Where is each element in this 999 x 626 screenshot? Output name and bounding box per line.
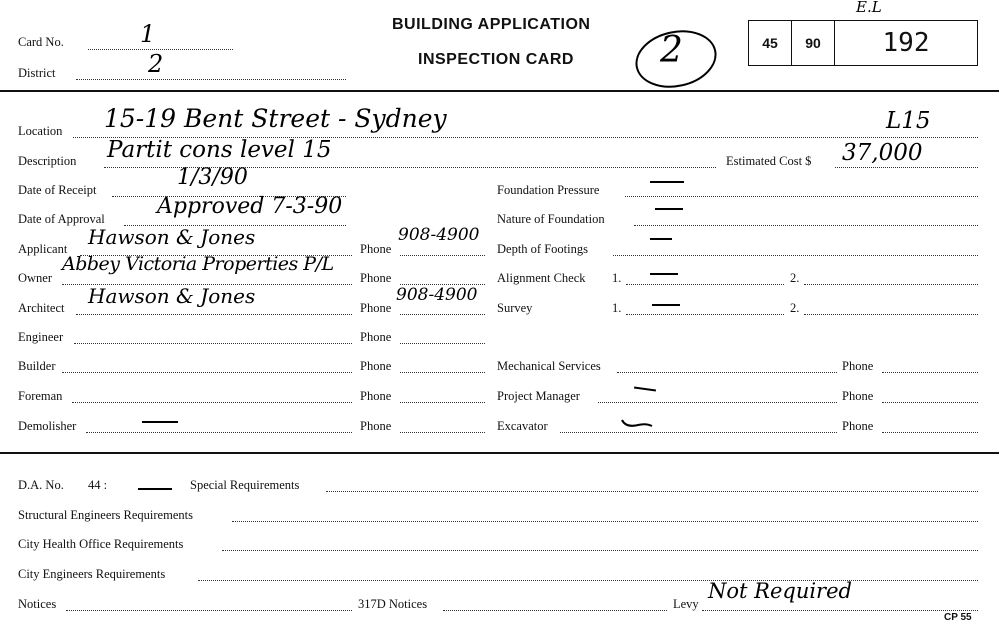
reference-box: [748, 20, 978, 66]
excavator-phone-label: Phone: [842, 419, 874, 433]
date-of-receipt-label: Date of Receipt: [18, 183, 97, 197]
demolisher-label: Demolisher: [18, 419, 77, 433]
district-label: District: [18, 66, 56, 80]
alignment-check-label: Alignment Check: [497, 271, 586, 285]
survey-1-label: 1.: [612, 301, 622, 315]
engineer-phone-label: Phone: [360, 330, 392, 344]
notices-label: Notices: [18, 597, 57, 611]
description-value: Partit cons level 15: [107, 137, 332, 163]
alignment-check-2-label: 2.: [790, 271, 800, 285]
architect-phone-label: Phone: [360, 301, 392, 315]
district-value: 2: [148, 50, 164, 78]
levy-label: Levy: [673, 597, 699, 611]
location-label: Location: [18, 124, 63, 138]
builder-phone-label: Phone: [360, 359, 392, 373]
applicant-value: Hawson & Jones: [88, 225, 256, 249]
location-level: L15: [886, 108, 931, 134]
section-divider: [0, 452, 999, 454]
survey-2-label: 2.: [790, 301, 800, 315]
card-no-label: Card No.: [18, 35, 64, 49]
excavator-mark: [620, 416, 654, 430]
structural-engineers-label: Structural Engineers Requirements: [18, 508, 193, 522]
foundation-pressure-label: Foundation Pressure: [497, 183, 600, 197]
applicant-phone-value: 908-4900: [398, 225, 480, 245]
date-of-approval-label: Date of Approval: [18, 212, 105, 226]
form-code: CP 55: [944, 612, 972, 623]
estimated-cost-value: 37,000: [842, 140, 923, 166]
mechanical-services-label: Mechanical Services: [497, 359, 601, 373]
corner-initials: E.L: [856, 0, 882, 16]
demolisher-phone-label: Phone: [360, 419, 392, 433]
city-engineers-label: City Engineers Requirements: [18, 567, 166, 581]
da-no-value: 44 :: [88, 478, 108, 492]
owner-label: Owner: [18, 271, 53, 285]
form-title-line1: BUILDING APPLICATION: [392, 16, 591, 33]
nature-of-foundation-label: Nature of Foundation: [497, 212, 605, 226]
date-of-receipt-value: 1/3/90: [177, 165, 248, 190]
special-requirements-label: Special Requirements: [190, 478, 300, 492]
reference-box-cell-1: 45: [749, 21, 792, 65]
engineer-label: Engineer: [18, 330, 64, 344]
owner-value: Abbey Victoria Properties P/L: [62, 253, 334, 275]
location-value: 15-19 Bent Street - Sydney: [104, 104, 447, 133]
reference-box-number: 192: [882, 28, 930, 58]
form-title-line2: INSPECTION CARD: [418, 51, 574, 68]
applicant-label: Applicant: [18, 242, 68, 256]
project-manager-label: Project Manager: [497, 389, 580, 403]
city-health-label: City Health Office Requirements: [18, 537, 184, 551]
reference-box-cell-2: 90: [792, 21, 835, 65]
da-no-label: D.A. No.: [18, 478, 64, 492]
header-divider: [0, 90, 999, 92]
applicant-phone-label: Phone: [360, 242, 392, 256]
depth-of-footings-label: Depth of Footings: [497, 242, 588, 256]
description-label: Description: [18, 154, 77, 168]
architect-phone-value: 908-4900: [396, 285, 478, 305]
levy-value: Not Required: [708, 579, 852, 603]
estimated-cost-label: Estimated Cost $: [726, 154, 812, 168]
circled-number: 2: [660, 30, 683, 71]
foreman-phone-label: Phone: [360, 389, 392, 403]
architect-value: Hawson & Jones: [88, 284, 256, 308]
date-of-approval-value: Approved 7-3-90: [157, 194, 343, 219]
builder-label: Builder: [18, 359, 56, 373]
notices-317d-label: 317D Notices: [358, 597, 428, 611]
architect-label: Architect: [18, 301, 65, 315]
owner-phone-label: Phone: [360, 271, 392, 285]
foreman-label: Foreman: [18, 389, 63, 403]
card-no-value: 1: [140, 20, 156, 48]
excavator-label: Excavator: [497, 419, 548, 433]
mechanical-services-phone-label: Phone: [842, 359, 874, 373]
survey-label: Survey: [497, 301, 533, 315]
alignment-check-1-label: 1.: [612, 271, 622, 285]
project-manager-phone-label: Phone: [842, 389, 874, 403]
